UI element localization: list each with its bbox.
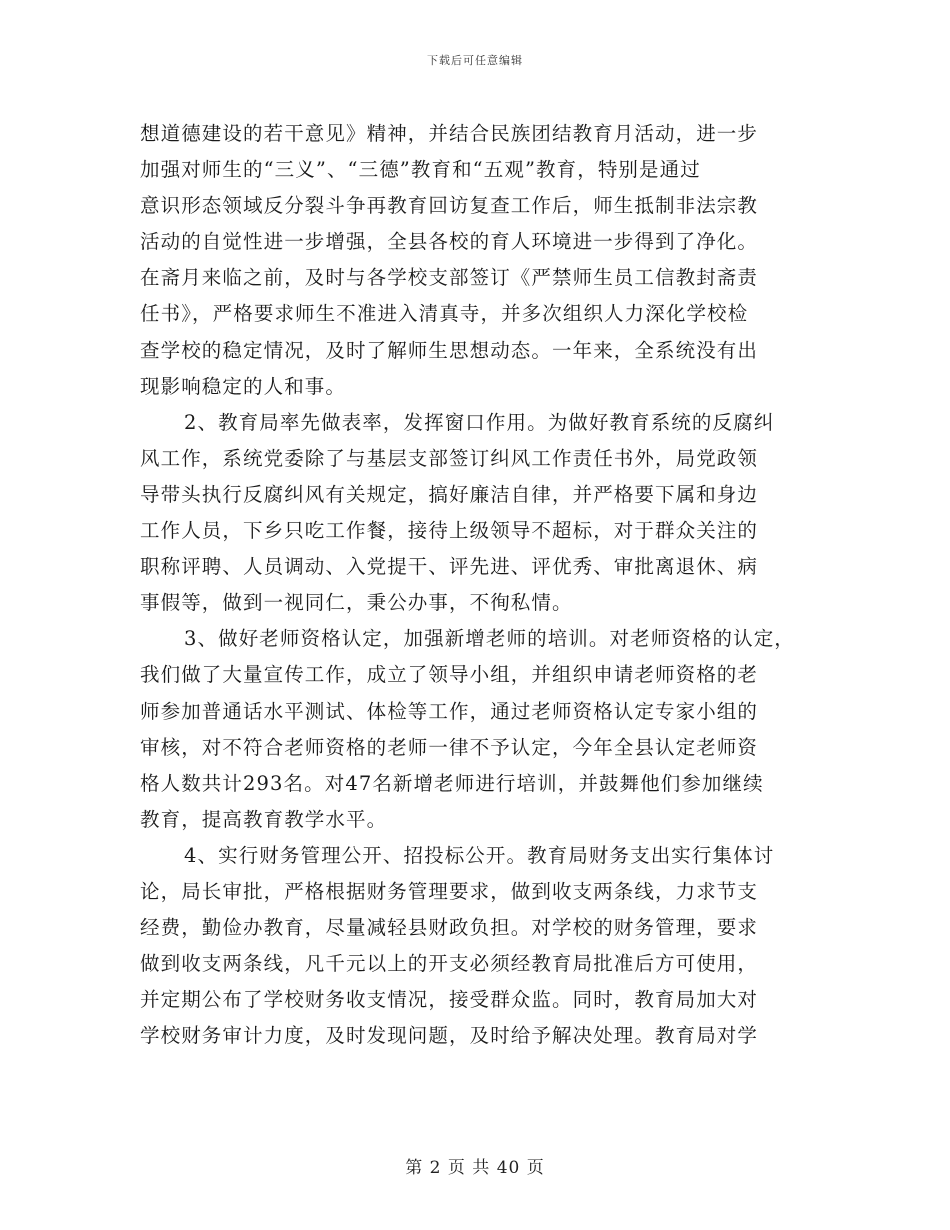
text-line: 职称评聘、人员调动、入党提干、评先进、评优秀、审批离退休、病 [140, 555, 759, 579]
paragraph-first-line: 3、做好老师资格认定，加强新增老师的培训。对老师资格的认定， [184, 627, 795, 651]
paragraph-first-line: 2、教育局率先做表率，发挥窗口作用。为做好教育系统的反腐纠 [184, 410, 775, 434]
text-line: 学校财务审计力度，及时发现问题，及时给予解决处理。教育局对学 [140, 1024, 759, 1048]
text-line: 并定期公布了学校财务收支情况，接受群众监。同时，教育局加大对 [140, 988, 759, 1012]
text-line: 做到收支两条线，凡千元以上的开支必须经教育局批准后方可使用， [140, 952, 759, 976]
text-line: 意识形态领域反分裂斗争再教育回访复查工作后，师生抵制非法宗教 [140, 194, 759, 218]
text-line: 在斋月来临之前，及时与各学校支部签订《严禁师生员工信教封斋责 [140, 266, 759, 290]
text-line: 论，局长审批，严格根据财务管理要求，做到收支两条线，力求节支 [140, 879, 759, 903]
text-line: 工作人员，下乡只吃工作餐，接待上级领导不超标，对于群众关注的 [140, 519, 759, 543]
paragraph-first-line: 4、实行财务管理公开、招投标公开。教育局财务支出实行集体讨 [184, 843, 775, 867]
text-line: 事假等，做到一视同仁，秉公办事，不徇私情。 [140, 591, 573, 615]
text-line: 任书》，严格要求师生不准进入清真寺，并多次组织人力深化学校检 [140, 302, 749, 326]
text-line: 师参加普通话水平测试、体检等工作，通过老师资格认定专家小组的 [140, 699, 759, 723]
text-line: 教育，提高教育教学水平。 [140, 807, 388, 831]
text-line: 审核，对不符合老师资格的老师一律不予认定，今年全县认定老师资 [140, 735, 759, 759]
text-line: 现影响稳定的人和事。 [140, 374, 347, 398]
text-line: 想道德建设的若干意见》精神，并结合民族团结教育月活动，进一步 [140, 122, 759, 145]
text-line: 导带头执行反腐纠风有关规定，搞好廉洁自律，并严格要下属和身边 [140, 482, 759, 506]
document-body [140, 116, 830, 1054]
text-line: 查学校的稳定情况，及时了解师生思想动态。一年来，全系统没有出 [140, 338, 759, 362]
text-line: 格人数共计293名。对47名新增老师进行培训，并鼓舞他们参加继续 [140, 771, 764, 795]
page-number-footer: 第 2 页 共 40 页 [405, 1158, 545, 1178]
text-line: 经费，勤俭办教育，尽量减轻县财政负担。对学校的财务管理，要求 [140, 916, 759, 940]
text-line: 加强对师生的“三义”、“三德”教育和“五观”教育，特别是通过 [140, 158, 701, 182]
text-line: 我们做了大量宣传工作，成立了领导小组，并组织申请老师资格的老 [140, 663, 759, 687]
page-header-note: 下载后可任意编辑 [427, 54, 523, 67]
text-line: 风工作，系统党委除了与基层支部签订纠风工作责任书外，局党政领 [140, 446, 759, 470]
text-line: 活动的自觉性进一步增强，全县各校的育人环境进一步得到了净化。 [140, 230, 759, 254]
